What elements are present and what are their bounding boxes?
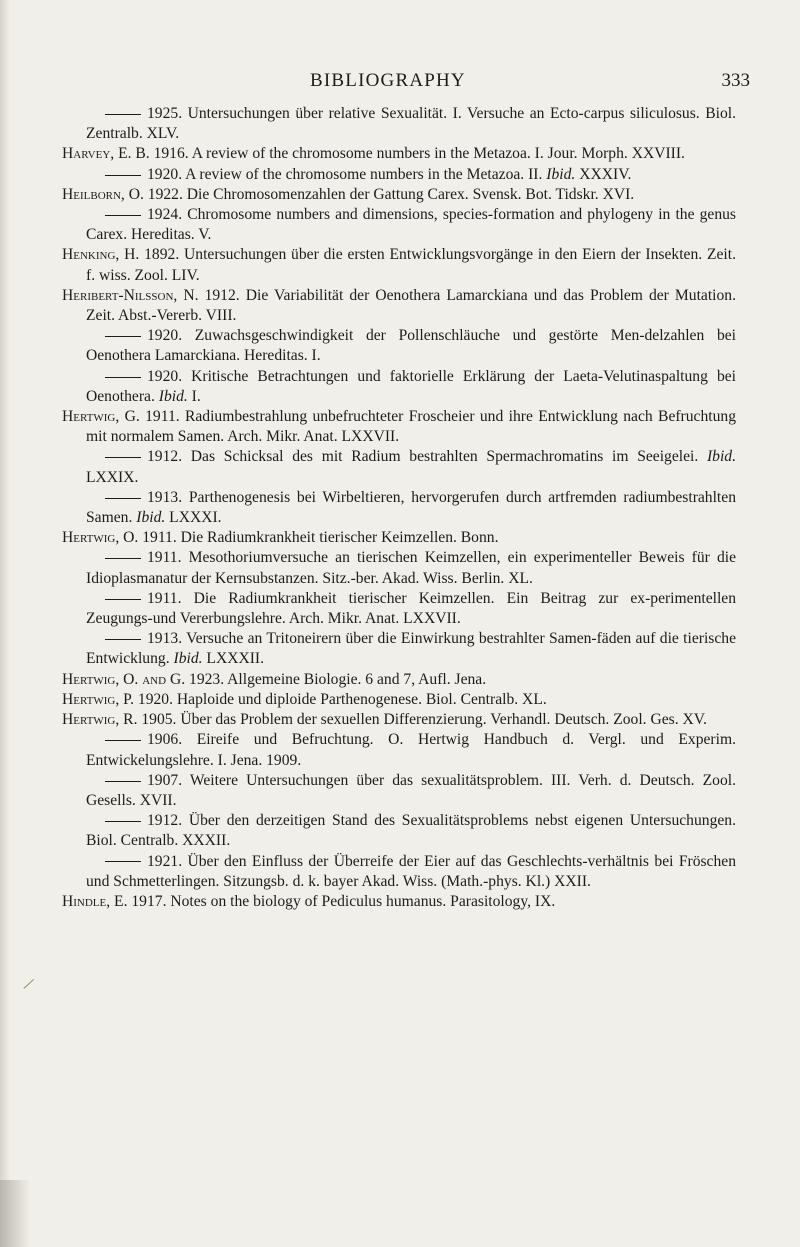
repeat-author-dash xyxy=(105,740,141,741)
repeat-author-dash xyxy=(105,861,141,862)
repeat-author-dash xyxy=(105,175,141,176)
entry-text: 1911. Radiumbestrahlung unbefruchteter Froscheier und ihre Entwicklung nach Befruchtung mit normalem Samen. Arch. Mikr. Anat. LXXVII. xyxy=(86,408,736,446)
entry-text: 1912. Das Schicksal des mit Radium bestrahlten Spermachromatins im Seeigelei. xyxy=(147,448,707,466)
entry-ibid: Ibid. xyxy=(173,650,203,668)
entry-text: 1923. Allgemeine Biologie. 6 and 7, Aufl. Jena. xyxy=(185,670,487,688)
page-header xyxy=(310,70,750,98)
bibliography-entry xyxy=(62,367,736,407)
entry-text: 1912. Die Variabilität der Oenothera Lamarckiana und das Problem der Mutation. Zeit. Abst.-Vererb. VIII. xyxy=(86,286,736,325)
entry-text: 1905. Über das Problem der sexuellen Differenzierung. Verhandl. Deutsch. Zool. Ges. XV. xyxy=(137,711,707,729)
repeat-author-dash xyxy=(105,215,141,216)
entry-text: 1916. A review of the chromosome numbers in the Metazoa. I. Jour. Morph. XXVIII. xyxy=(149,145,685,163)
entry-text: 1917. Notes on the biology of Pediculus humanus. Parasitology, IX. xyxy=(127,892,556,910)
repeat-author-dash xyxy=(105,599,141,600)
repeat-author-dash xyxy=(105,781,141,782)
entry-author: Henking, H. xyxy=(62,246,140,264)
margin-pencil-mark: / xyxy=(22,973,35,995)
bibliography-entry xyxy=(62,589,736,629)
entry-text: 1913. Versuche an Tritoneirern über die Einwirkung bestrahlter Samen-fäden auf die tierische Entwicklung. xyxy=(86,630,736,668)
bibliography-entry xyxy=(62,690,736,710)
entry-text: 1911. Mesothoriumversuche an tierischen Keimzellen, ein experimenteller Beweis für die Idioplasmanatur der Kernsubstanzen. Sitz.-ber. Akad. Wiss. Berlin. XL. xyxy=(86,549,736,587)
bibliography-entry xyxy=(62,488,736,528)
entry-text: 1907. Weitere Untersuchungen über das sexualitätsproblem. III. Verh. d. Deutsch. Zool. Gesells. XVII. xyxy=(86,771,736,809)
bibliography-entry xyxy=(62,245,736,285)
entry-text: 1920. A review of the chromosome numbers in the Metazoa. II. xyxy=(147,165,547,183)
bibliography-entry xyxy=(62,892,736,912)
bibliography-entry xyxy=(62,407,736,447)
entry-ibid: Ibid. xyxy=(158,387,188,405)
entry-text: 1906. Eireife und Befruchtung. O. Hertwig Handbuch d. Vergl. und Experim. Entwickelungslehre. I. Jena. 1909. xyxy=(86,731,736,769)
entry-volume: XXXIV. xyxy=(575,165,632,183)
entry-author: Hertwig, O. and G. xyxy=(62,670,186,688)
repeat-author-dash xyxy=(105,377,141,378)
entry-text: 1921. Über den Einfluss der Überreife der Eier auf das Geschlechts-verhältnis bei Fröschen und Schmetterlingen. Sitzungsb. d. k. bayer Akad. Wiss. (Math.-phys. Kl.) XXII. xyxy=(86,852,736,890)
bibliography-entry xyxy=(62,852,736,892)
repeat-author-dash xyxy=(105,821,141,822)
repeat-author-dash xyxy=(105,336,141,337)
bibliography-entry xyxy=(62,730,736,770)
entry-author: Heribert-Nilsson, N. xyxy=(62,286,199,304)
entry-text: 1912. Über den derzeitigen Stand des Sexualitätsproblems nebst eigenen Untersuchungen. Biol. Centralb. XXXII. xyxy=(86,812,736,850)
entry-text: 1892. Untersuchungen über die ersten Entwicklungsvorgänge in den Eiern der Insekten. Zeit. f. wiss. Zool. LIV. xyxy=(86,246,736,284)
entry-text: 1925. Untersuchungen über relative Sexualität. I. Versuche an Ecto-carpus siliculosus. Biol. Zentralb. XLV. xyxy=(86,105,736,143)
bibliography-entry xyxy=(62,185,736,205)
bibliography-entry xyxy=(62,771,736,811)
bibliography-entry xyxy=(62,710,736,730)
bibliography-entry xyxy=(62,286,736,326)
entry-volume: LXXXII. xyxy=(202,650,265,668)
entry-author: Heilborn, O. xyxy=(62,185,144,203)
bibliography-entry xyxy=(62,629,736,669)
bibliography-entry xyxy=(62,447,736,487)
entry-text: 1913. Parthenogenesis bei Wirbeltieren, hervorgerufen durch artfremden radiumbestrahlten Samen. xyxy=(86,488,736,527)
bibliography-entry xyxy=(62,811,736,851)
page-edge-shadow xyxy=(0,0,10,1247)
bibliography-entry xyxy=(62,548,736,588)
entry-volume: LXXXI. xyxy=(165,509,222,527)
bibliography-entry xyxy=(62,326,736,366)
repeat-author-dash xyxy=(105,457,141,458)
bibliography-list xyxy=(62,104,736,912)
entry-text: 1911. Die Radiumkrankheit tierischer Keimzellen. Ein Beitrag zur ex-perimentellen Zeugungs-und Vererbungslehre. Arch. Mikr. Anat. LXXVII. xyxy=(86,589,736,628)
bibliography-entry xyxy=(62,104,736,144)
entry-text: 1920. Zuwachsgeschwindigkeit der Pollenschläuche und gestörte Men-delzahlen bei Oenothera Lamarckiana. Hereditas. I. xyxy=(86,327,736,365)
repeat-author-dash xyxy=(105,498,141,499)
bibliography-entry xyxy=(62,670,736,690)
entry-text: 1922. Die Chromosomenzahlen der Gattung Carex. Svensk. Bot. Tidskr. XVI. xyxy=(143,185,635,203)
repeat-author-dash xyxy=(105,558,141,559)
bibliography-entry xyxy=(62,165,736,185)
bibliography-entry xyxy=(62,144,736,164)
running-title: BIBLIOGRAPHY xyxy=(310,70,466,91)
entry-text: 1920. Haploide und diploide Parthenogenese. Biol. Centralb. XL. xyxy=(134,690,547,708)
bibliography-entry xyxy=(62,528,736,548)
entry-author: Hindle, E. xyxy=(62,892,128,910)
entry-ibid: Ibid. xyxy=(136,509,166,527)
entry-author: Hertwig, P. xyxy=(62,690,135,708)
entry-volume: I. xyxy=(187,387,201,405)
page-number: 333 xyxy=(721,70,750,91)
entry-author: Hertwig, R. xyxy=(62,711,138,729)
entry-author: Hertwig, G. xyxy=(62,408,140,426)
entry-author: Harvey, E. B. xyxy=(62,145,150,163)
repeat-author-dash xyxy=(105,114,141,115)
repeat-author-dash xyxy=(105,639,141,640)
entry-volume: LXXIX. xyxy=(86,468,139,486)
entry-author: Hertwig, O. xyxy=(62,529,139,547)
entry-ibid: Ibid. xyxy=(706,448,736,466)
entry-text: 1924. Chromosome numbers and dimensions, species-formation and phylogeny in the genus Carex. Hereditas. V. xyxy=(86,206,736,244)
page-binding-shadow xyxy=(0,1180,30,1247)
entry-text: 1911. Die Radiumkrankheit tierischer Keimzellen. Bonn. xyxy=(138,529,499,547)
bibliography-entry xyxy=(62,205,736,245)
entry-ibid: Ibid. xyxy=(546,165,576,183)
entry-text: 1920. Kritische Betrachtungen und faktorielle Erklärung der Laeta-Velutinaspaltung bei Oenothera. xyxy=(86,367,736,405)
